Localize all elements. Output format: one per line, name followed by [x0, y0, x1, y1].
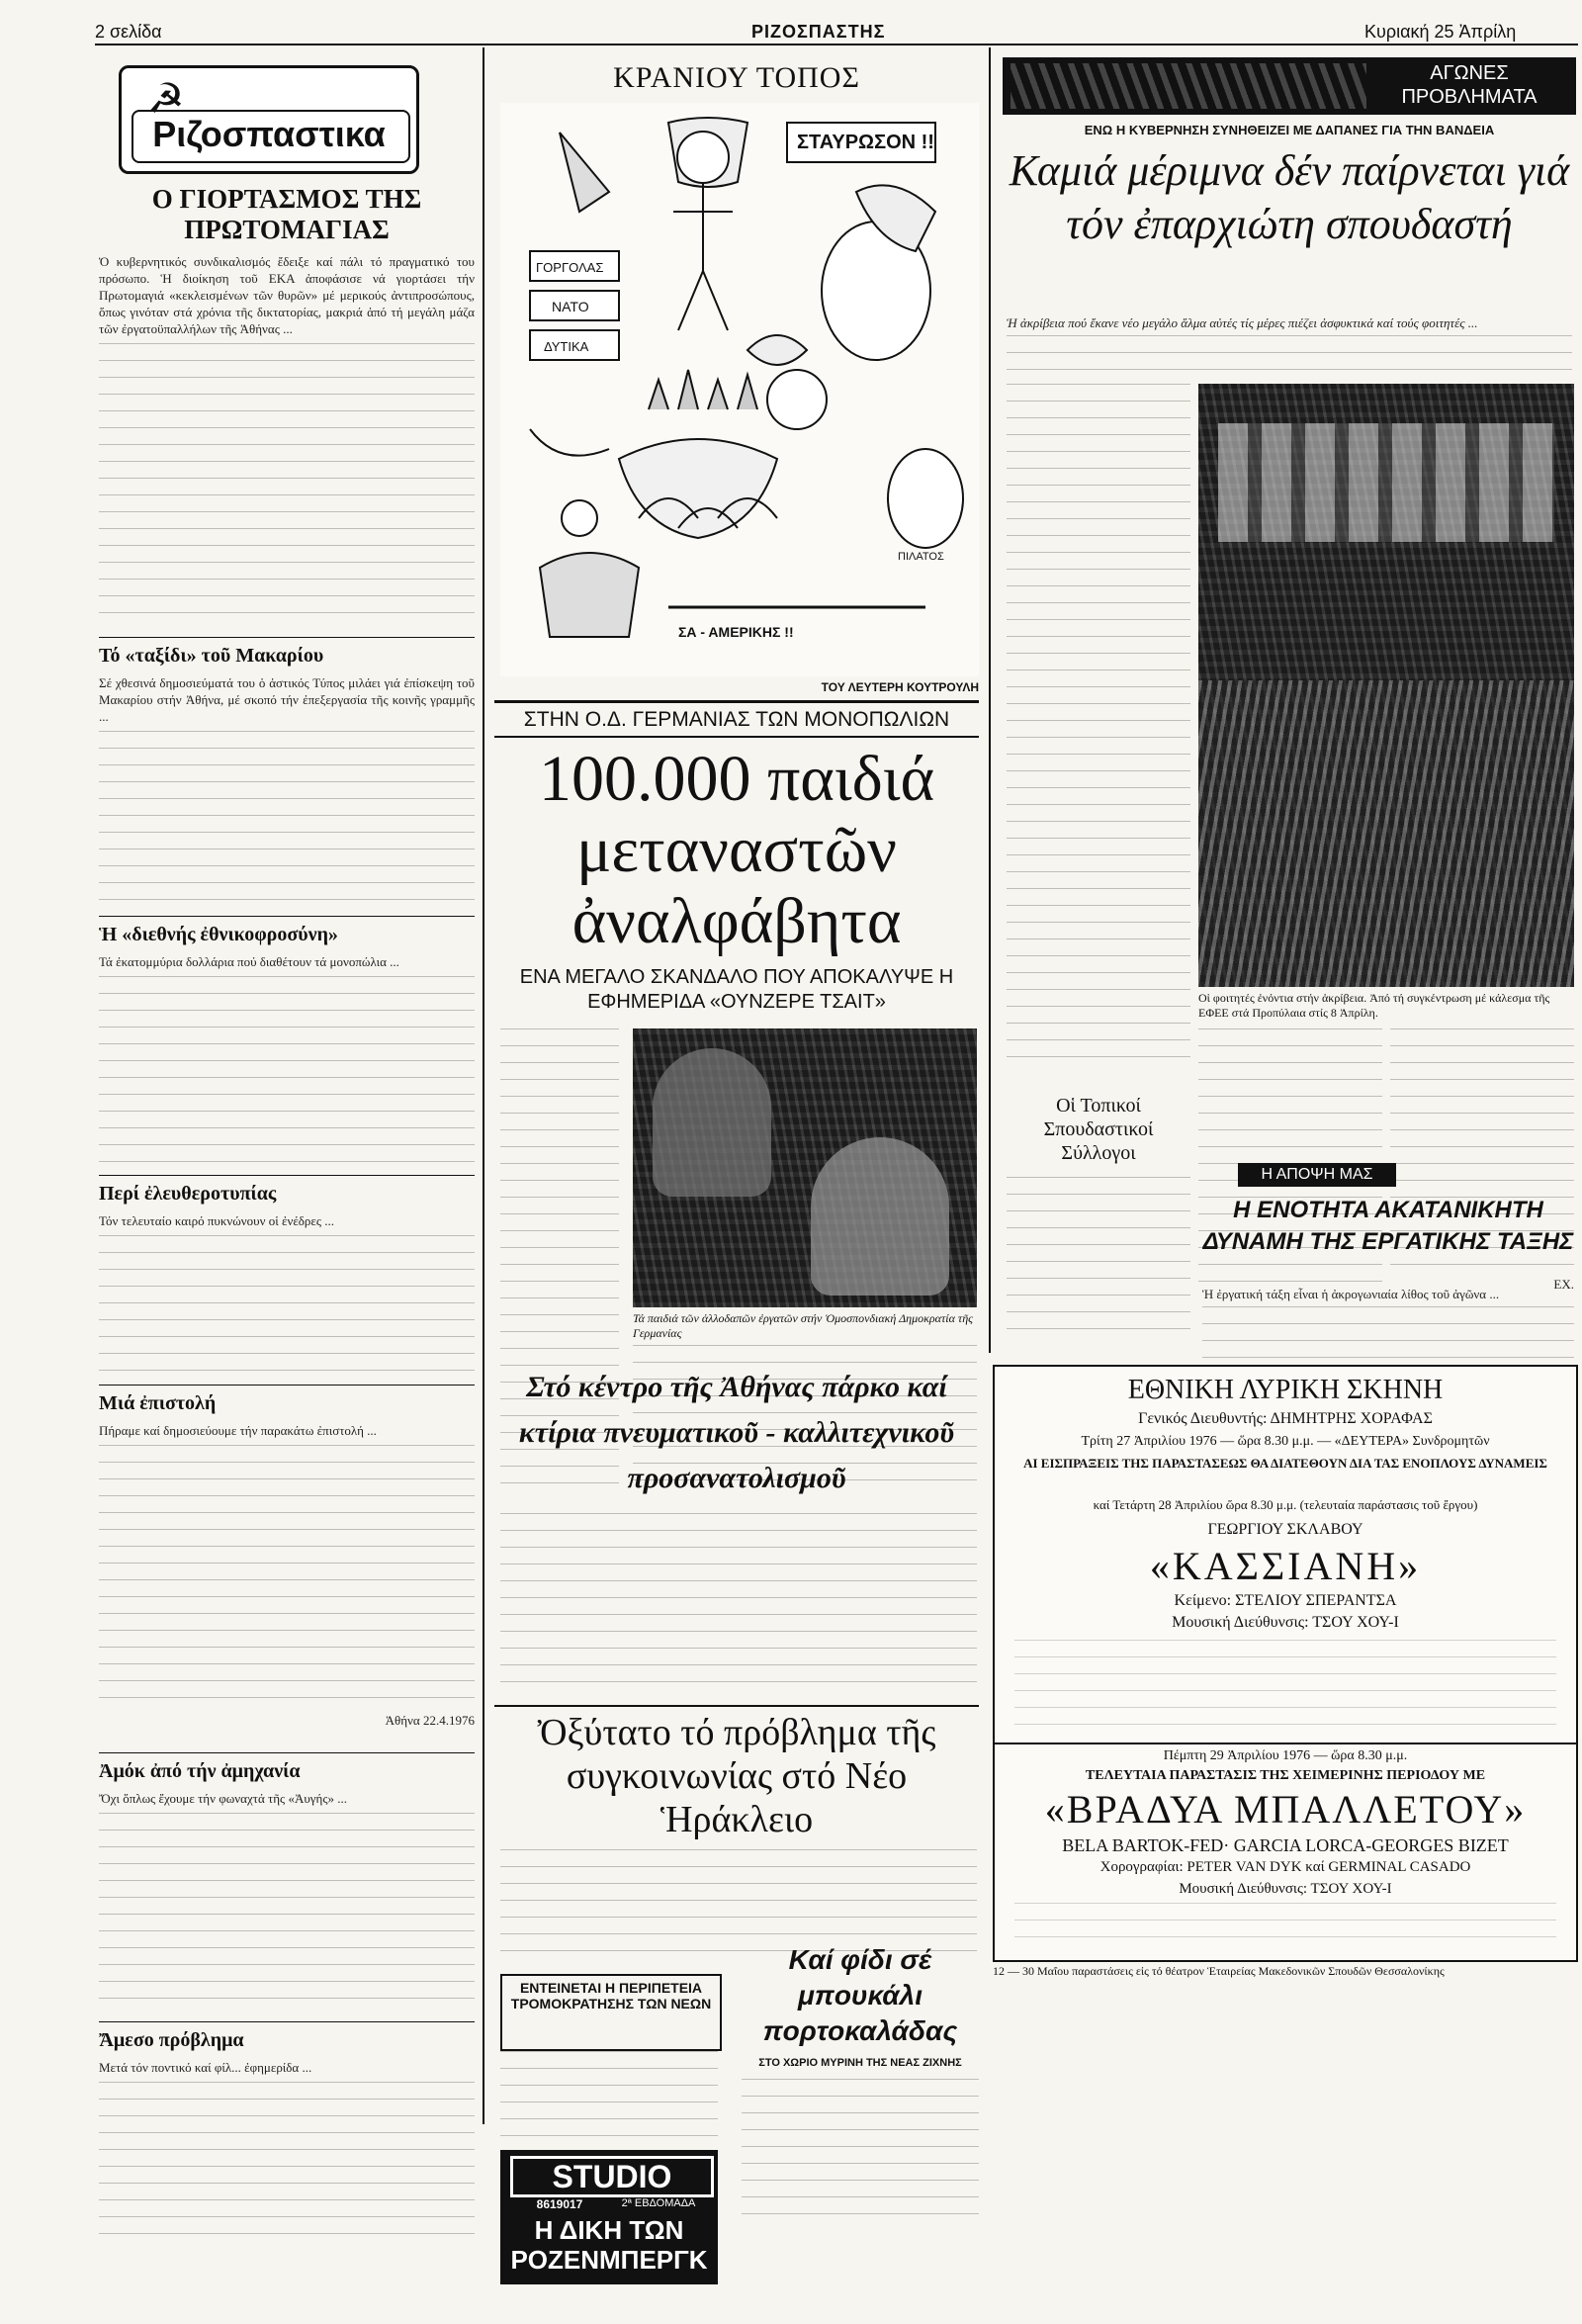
- kicker-students: ΕΝΩ Η ΚΥΒΕΡΝΗΣΗ ΣΥΝΗΘΕΙΖΕΙ ΜΕ ΔΑΠΑΝΕΣ ΓΙΑ ΤΗΝ ΒΑΝΔΕΙΑ: [1084, 123, 1495, 137]
- studio-phone: 8619017: [536, 2197, 583, 2211]
- ad-director: Γενικός Διευθυντής: ΔΗΜΗΤΡΗΣ ΧΟΡΑΦΑΣ: [1138, 1410, 1433, 1427]
- ad-composers: BELA BARTOK-FED· GARCIA LORCA-GEORGES BIZET: [1062, 1835, 1509, 1855]
- cartoon-label-stavroson: ΣΤΑΥΡΩΣΟΝ !!: [797, 132, 934, 153]
- photo-immigrant-children: [633, 1028, 977, 1307]
- article-title-makarios: Τό «ταξίδι» τοῦ Μακαρίου: [99, 645, 324, 667]
- article-title-ethnikofrosyni: Ἡ «διεθνής ἐθνικοφροσύνη»: [99, 924, 338, 945]
- article-title-eleftherotypia: Περί ἐλευθεροτυπίας: [99, 1183, 277, 1205]
- headline-athens-park: Στό κέντρο τῆς Ἀθήνας πάρκο καί κτίρια πνευματικοῦ - καλλιτεχνικοῦ προσανατολισμοῦ: [518, 1371, 955, 1494]
- lead-students: Ἡ ἀκρίβεια πού ἔκανε νέο μεγάλο ἅλμα αὐτές τίς μέρες πιέζει ἀσφυκτικά καί τούς φοιτητές ...: [1007, 314, 1572, 378]
- headline-children: 100.000 παιδιά μεταναστῶν ἀναλφάβητα: [538, 743, 935, 957]
- article-text-protomagia: Ὁ κυβερνητικός συνδικαλισμός ἔδειξε καί πάλι τό πραγματικό του πρόσωπο. Ἡ διοίκηση τοῦ ΕΚΑ ἀποφάσισε νά γιορτάσει τήν Πρωτομαγιά «κεκλεισμένων τῶν θυρῶν» μέ μερικούς ἀντιπροσώπους, ὅπως γινόταν στά χρόνια τῆς δικτατορίας, μακριά ἀπό τή μεγάλη μάζα τῶν ἐργατοϋπαλλήλων τῆς Ἀθήνας ...: [99, 253, 475, 629]
- hammer-sickle-icon: ☭: [147, 77, 185, 123]
- ad-ballet: «ΒΡΑΔΥΑ ΜΠΑΛΛΕΤΟΥ»: [1044, 1787, 1527, 1832]
- cartoon-label-gorgolas: ΓΟΡΓΟΛΑΣ: [536, 260, 604, 275]
- opinion-label: Η ΑΠΟΨΗ ΜΑΣ: [1238, 1163, 1396, 1187]
- photo-caption-rally: Οἱ φοιτητές ἐνόντια στήν ἀκρίβεια. Ἀπό τή συγκέντρωση μέ κάλεσμα τῆς ΕΦΕΕ στά Προπύλαια στίς 8 Ἀπρίλη.: [1198, 991, 1550, 1020]
- logo-text: Ριζοσπαστικα: [152, 114, 386, 154]
- article-title-protomagia: Ο ΓΙΟΡΤΑΣΜΟΣ ΤΗΣ ΠΡΩΤΟΜΑΓΙΑΣ: [151, 184, 422, 244]
- banner-label: ΑΓΩΝΕΣ ΠΡΟΒΛΗΜΑΤΑ: [1401, 62, 1538, 108]
- article-text-amesoproblima: Μετά τόν ποντικό καί φίλ... ἐφημερίδα ...: [99, 2059, 475, 2257]
- header-rule: [95, 44, 1578, 45]
- newspaper-name: ΡΙΖΟΣΠΑΣΤΗΣ: [751, 22, 886, 42]
- headline-snake: Καί φίδι σέ μπουκάλι πορτοκαλάδας: [762, 1944, 958, 2046]
- headline-students: Καμιά μέριμνα δέν παίρνεται γιά τόν ἐπαρχιώτη σπουδαστή: [1009, 146, 1570, 248]
- cartoon-label-dytika: ΔΥΤΙΚΑ: [544, 339, 589, 354]
- ad-choreo: Χορογραφίαι: PETER VAN DYK καί GERMINAL CASADO: [1099, 1859, 1471, 1875]
- ad-last-show: ΤΕΛΕΥΤΑΙΑ ΠΑΡΑΣΤΑΣΙΣ ΤΗΣ ΧΕΙΜΕΡΙΝΗΣ ΠΕΡΙΟΔΟΥ ΜΕ: [1085, 1768, 1486, 1783]
- ad-line1: Τρίτη 27 Ἀπριλίου 1976 — ὥρα 8.30 μ.μ. — «ΔΕΥΤΕΡΑ» Συνδρομητῶν: [1081, 1434, 1490, 1449]
- page-number: 2 σελίδα: [95, 22, 162, 42]
- opinion-title: Η ΕΝΟΤΗΤΑ ΑΚΑΤΑΝΙΚΗΤΗ ΔΥΝΑΜΗ ΤΗΣ ΕΡΓΑΤΙΚΗΣ ΤΑΞΗΣ: [1202, 1197, 1574, 1255]
- cartoon-illustration: [500, 103, 979, 676]
- ad-date2: Πέμπτη 29 Ἀπριλίου 1976 — ὥρα 8.30 μ.μ.: [1163, 1748, 1408, 1763]
- article-text-makarios: Σέ χθεσινά δημοσιεύματά του ὁ ἀστικός Τύπος μιλάει γιά ἐπίσκεψη τοῦ Μακαρίου στήν Ἀθήνα, μέ σκοπό τήν ἐπεξεργασία τῆς κοινῆς γραμμῆς ...: [99, 674, 475, 912]
- ad-text-credit: Κείμενο: ΣΤΕΛΙΟΥ ΣΠΕΡΑΝΤΣΑ: [1174, 1592, 1397, 1609]
- rizospastika-logo: [119, 65, 419, 174]
- studio-week: 2ª ΕΒΔΟΜΑΔΑ: [621, 2197, 696, 2209]
- subhead-snake: ΣΤΟ ΧΩΡΙΟ ΜΥΡΙΝΗ ΤΗΣ ΝΕΑΣ ΖΙΧΝΗΣ: [758, 2057, 962, 2069]
- opinion-text: Ἡ ἐργατική τάξη εἶναι ἡ ἀκρογωνιαία λίθος τοῦ ἀγῶνα ...: [1202, 1286, 1574, 1365]
- article-title-amok: Ἀμόκ ἀπό τήν ἀμηχανία: [99, 1760, 301, 1782]
- article-text-eleftherotypia: Τόν τελευταίο καιρό πυκνώνουν οἱ ἐνέδρες ...: [99, 1212, 475, 1381]
- ad-line3: καί Τετάρτη 28 Ἀπριλίου ὥρα 8.30 μ.μ. (τελευταία παράστασις τοῦ ἔργου): [1093, 1497, 1478, 1512]
- letter-date: Ἀθήνα 22.4.1976: [385, 1713, 475, 1728]
- kicker-germany: ΣΤΗΝ Ο.Δ. ΓΕΡΜΑΝΙΑΣ ΤΩΝ ΜΟΝΟΠΩΛΙΩΝ: [494, 708, 979, 738]
- cartoon-label-nato: ΝΑΤΟ: [552, 299, 589, 314]
- article-title-amesoproblima: Ἄμεσο πρόβλημα: [99, 2029, 244, 2051]
- studio-name: STUDIO: [510, 2156, 714, 2197]
- studio-cinema-ad: [500, 2150, 718, 2284]
- issue-date: Κυριακή 25 Ἀπρίλη: [1364, 22, 1517, 42]
- ad-opera: «ΚΑΣΣΙΑΝΗ»: [1149, 1544, 1422, 1588]
- photo-student-rally: [1198, 384, 1574, 987]
- cartoon-title: ΚΡΑΝΙΟΥ ΤΟΠΟΣ: [613, 61, 860, 94]
- cartoon-label-pilatos: ΠΙΛΑΤΟΣ: [898, 551, 944, 563]
- column-divider-2: [989, 47, 991, 1353]
- ad-line2: ΑΙ ΕΙΣΠΡΑΞΕΙΣ ΤΗΣ ΠΑΡΑΣΤΑΣΕΩΣ ΘΑ ΔΙΑΤΕΘΟΥΝ ΔΙΑ ΤΑΣ ΕΝΟΠΛΟΥΣ ΔΥΝΑΜΕΙΣ: [1023, 1456, 1547, 1471]
- ad-composer: ΓΕΩΡΓΙΟΥ ΣΚΛΑΒΟΥ: [1207, 1521, 1363, 1538]
- box-terror: ΕΝΤΕΙΝΕΤΑΙ Η ΠΕΡΙΠΕΤΕΙΑ ΤΡΟΜΟΚΡΑΤΗΣΗΣ ΤΩΝ ΝΕΩΝ: [500, 1974, 722, 2051]
- column-divider-1: [483, 47, 484, 2124]
- subhead-scandal: ΕΝΑ ΜΕΓΑΛΟ ΣΚΑΝΔΑΛΟ ΠΟΥ ΑΠΟΚΑΛΥΨΕ Η ΕΦΗΜΕΡΙΔΑ «ΟΥΝΖΕΡΕ ΤΣΑΙΤ»: [519, 966, 954, 1013]
- ad-music-dir: Μουσική Διεύθυνσις: ΤΣΟΥ ΧΟΥ-Ι: [1172, 1614, 1399, 1631]
- author-initials: ΕΧ.: [1553, 1277, 1574, 1292]
- article-text-epistoli: Πήραμε καί δημοσιεύουμε τήν παρακάτω ἐπιστολή ... Ἀθήνα 22.4.1976: [99, 1423, 475, 1728]
- cartoon-label-amerikis: ΣΑ - ΑΜΕΡΙΚΗΣ !!: [678, 624, 794, 640]
- cartoon-credit: ΤΟΥ ΛΕΥΤΕΡΗ ΚΟΥΤΡΟΥΛΗ: [821, 680, 979, 694]
- article-text-amok: Ὄχι ὅπλως ἔχουμε τήν φωναχτά τῆς «Ἀυγής» ...: [99, 1790, 475, 2017]
- article-title-epistoli: Μιά ἐπιστολή: [99, 1392, 217, 1414]
- ad-footer: 12 — 30 Μαΐου παραστάσεις εἰς τό θέατρον Ἑταιρείας Μακεδονικῶν Σπουδῶν Θεσσαλονίκης: [993, 1964, 1445, 1978]
- struggles-banner: [1003, 57, 1576, 115]
- article-text-ethnikofrosyni: Τά ἐκατομμύρια δολλάρια πού διαθέτουν τά μονοπώλια ...: [99, 953, 475, 1171]
- photo-caption-children: Τά παιδιά τῶν ἀλλοδαπῶν ἐργατῶν στήν Ὁμοσπονδιακή Δημοκρατία τῆς Γερμανίας: [633, 1311, 974, 1340]
- ad-music-dir2: Μουσική Διεύθυνσις: ΤΣΟΥ ΧΟΥ-Ι: [1179, 1881, 1392, 1897]
- headline-transport: Ὀξύτατο τό πρόβλημα τῆς συγκοινωνίας στό Νέο Ἡράκλειο: [537, 1712, 936, 1840]
- studio-film-title: Η ΔΙΚΗ ΤΩΝ ΡΟΖΕΝΜΠΕΡΓΚ: [510, 2215, 708, 2275]
- subhead-student-unions: Οἱ Τοπικοί Σπουδαστικοί Σύλλογοι: [1043, 1095, 1154, 1164]
- lyric-stage-ad: [993, 1365, 1578, 1962]
- ad-title: ΕΘΝΙΚΗ ΛΥΡΙΚΗ ΣΚΗΝΗ: [1127, 1375, 1444, 1405]
